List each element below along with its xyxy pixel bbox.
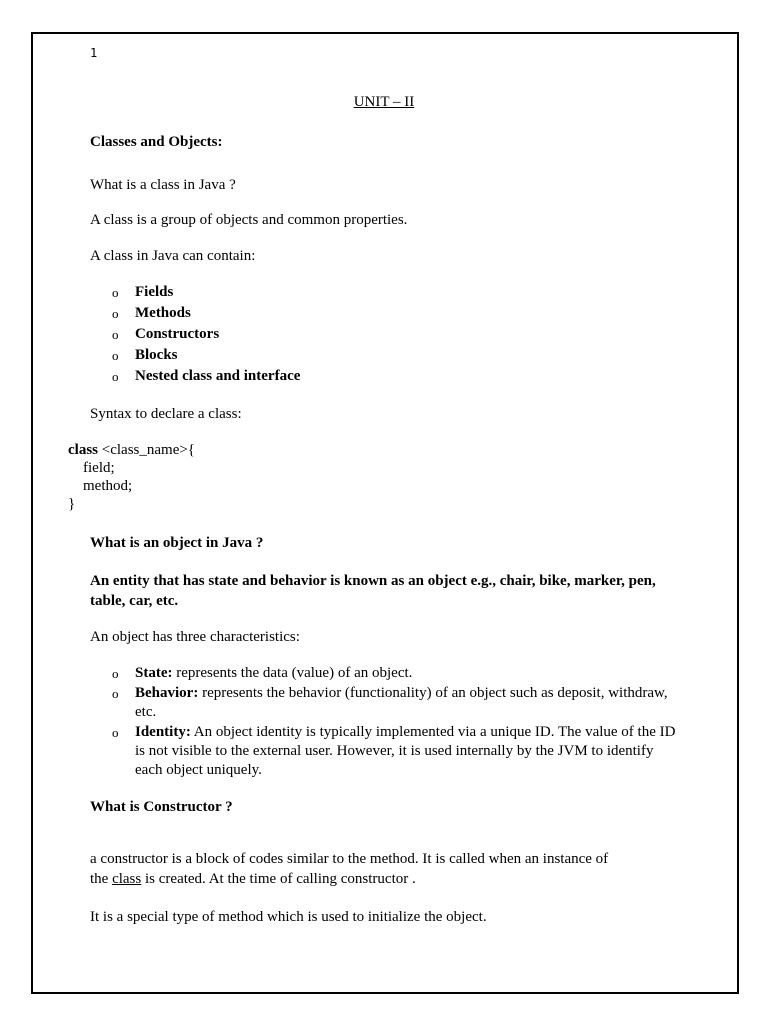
bullet-icon: o	[112, 369, 119, 384]
object-question: What is an object in Java ?	[90, 535, 264, 551]
code-keyword: class	[68, 442, 98, 458]
bullet-icon: o	[112, 666, 119, 681]
list-item: o Constructors	[112, 326, 220, 342]
bullet-icon: o	[112, 725, 119, 740]
list-item: o Behavior: represents the behavior (functionality) of an object such as deposit, withdraw, etc.	[112, 685, 672, 720]
bullet-icon: o	[112, 285, 119, 300]
bullet-icon: o	[112, 348, 119, 363]
class-contents-list	[90, 283, 690, 388]
list-item: o Nested class and interface	[112, 368, 301, 384]
constructor-definition: a constructor is a block of codes similar to the method. It is called when an instance of the class is created. At the time of calling constructor .	[90, 851, 609, 887]
list-item: o Fields	[112, 284, 174, 300]
syntax-intro: Syntax to declare a class:	[90, 406, 242, 422]
list-item: o Blocks	[112, 347, 178, 363]
characteristics-intro: An object has three characteristics:	[90, 629, 300, 645]
list-item: o Identity: An object identity is typically implemented via a unique ID. The value of the ID is not visible to the external user. However, it is used internally by the JVM to identify each object uniquely.	[112, 724, 680, 778]
class-definition: A class is a group of objects and common properties.	[90, 212, 408, 228]
object-definition: An entity that has state and behavior is known as an object e.g., chair, bike, marker, pen, table, car, etc.	[90, 573, 656, 609]
characteristics-list	[90, 664, 682, 781]
list-item: o Methods	[112, 305, 191, 321]
code-block: class <class_name>{ field; method; }	[68, 442, 196, 512]
constructor-question: What is Constructor ?	[90, 799, 233, 815]
bullet-icon: o	[112, 686, 119, 701]
bullet-icon: o	[112, 327, 119, 342]
page-number: 1	[90, 46, 98, 60]
constructor-purpose: It is a special type of method which is used to initialize the object.	[90, 909, 487, 925]
class-contains-intro: A class in Java can contain:	[90, 248, 256, 264]
bullet-icon: o	[112, 306, 119, 321]
unit-title: UNIT – II	[353, 94, 415, 110]
list-item: o State: represents the data (value) of an object.	[112, 665, 413, 681]
section-heading: Classes and Objects:	[90, 134, 223, 150]
class-question: What is a class in Java ?	[90, 177, 236, 193]
class-link[interactable]: class	[112, 871, 142, 887]
